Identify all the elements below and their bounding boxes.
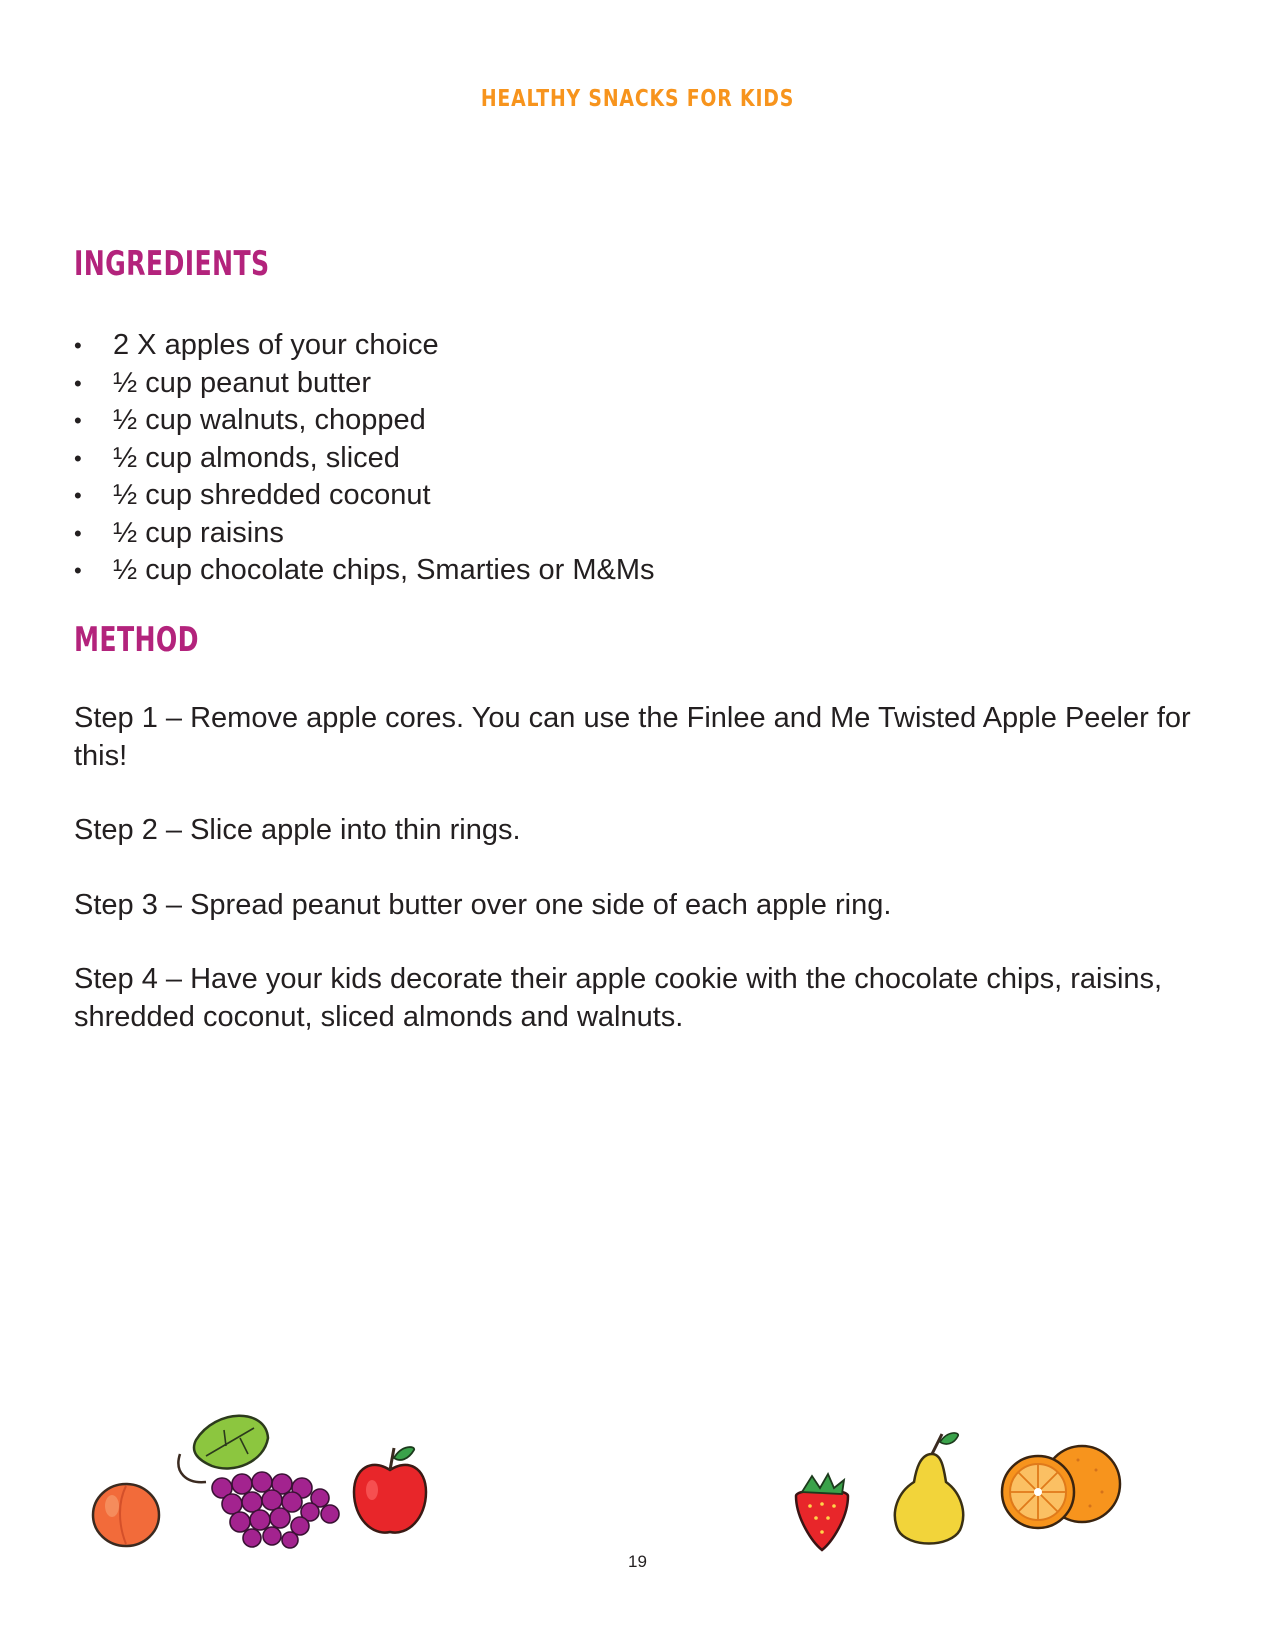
- bullet: •: [74, 408, 82, 433]
- apple-icon: [350, 1440, 430, 1540]
- list-item: [74, 327, 655, 365]
- strawberry-icon: [790, 1470, 854, 1552]
- running-header: HEALTHY SNACKS FOR KIDS: [480, 86, 795, 112]
- method-step: Step 2 – Slice apple into thin rings.: [74, 814, 521, 846]
- list-item: [74, 440, 655, 478]
- bullet: •: [74, 483, 82, 508]
- bullet: •: [74, 445, 82, 471]
- bullet: •: [74, 558, 82, 583]
- method-steps: [74, 700, 1204, 1073]
- method-heading: METHOD: [74, 620, 199, 660]
- list-item: [74, 402, 655, 440]
- ingredient-text: ½ cup walnuts, chopped: [113, 404, 426, 436]
- ingredients-heading: INGREDIENTS: [74, 244, 270, 284]
- list-item: [74, 365, 655, 403]
- method-step: Step 3 – Spread peanut butter over one side of each apple ring.: [74, 888, 892, 921]
- ingredient-text: ½ cup chocolate chips, Smarties or M&Ms: [113, 554, 655, 586]
- grapes-icon: [176, 1410, 356, 1550]
- list-item: [74, 515, 655, 553]
- ingredient-text: ½ cup raisins: [113, 516, 284, 549]
- method-step: Step 4 – Have your kids decorate their apple cookie with the chocolate chips, raisins, shredded coconut, sliced almonds and walnuts.: [74, 963, 1163, 1033]
- ingredient-text: ½ cup peanut butter: [113, 366, 371, 399]
- ingredient-text: 2 X apples of your choice: [113, 329, 439, 361]
- peach-icon: [88, 1478, 164, 1550]
- orange-icon: [998, 1440, 1124, 1536]
- ingredients-list: [74, 327, 655, 590]
- bullet: •: [74, 520, 82, 546]
- ingredient-text: ½ cup shredded coconut: [113, 479, 431, 511]
- bullet: •: [74, 333, 82, 358]
- page-number: 19: [628, 1552, 647, 1571]
- list-item: [74, 552, 655, 590]
- method-step: Step 1 – Remove apple cores. You can use the Finlee and Me Twisted Apple Peeler for this!: [74, 702, 1191, 772]
- bullet: •: [74, 370, 82, 396]
- ingredient-text: ½ cup almonds, sliced: [113, 441, 400, 474]
- pear-icon: [884, 1430, 974, 1550]
- list-item: [74, 477, 655, 515]
